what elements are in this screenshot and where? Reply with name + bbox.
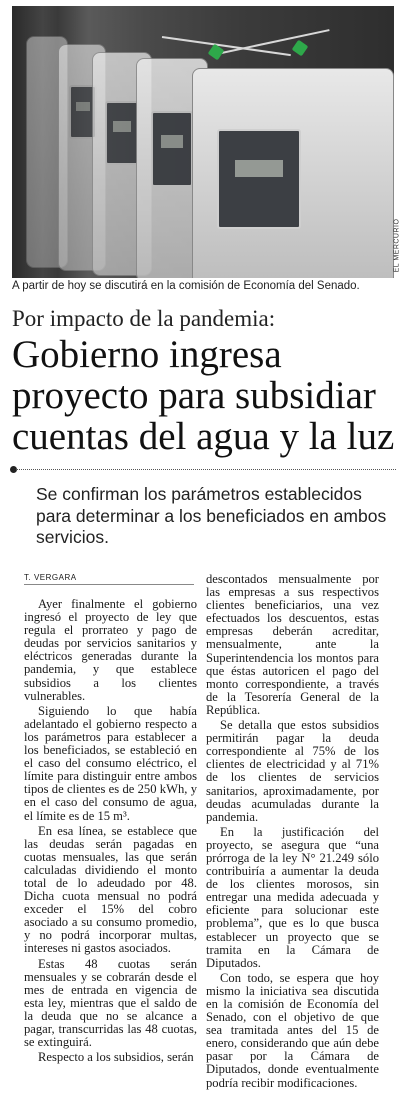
body-paragraph: Con todo, se espera que hoy mismo la iniciativa sea discutida en la comisión de Economía del Senado, con el objetivo de que sea tramitada antes del 15 de enero, considerando que aún debe pasar por la Cámara de Diputados, donde eventualmente podría recibir modificaciones. bbox=[206, 970, 379, 1090]
green-seal-icon bbox=[292, 40, 309, 57]
body-paragraph: Estas 48 cuotas serán mensuales y se cobrarán desde el mes de entrada en vigencia de esta ley, mientras que el saldo de la deuda que no se alcance a pagar, transcurridas las 48 cuotas, se extinguirá. bbox=[24, 956, 197, 1050]
body-column-right bbox=[206, 573, 379, 1090]
meter-shape bbox=[192, 68, 394, 278]
kicker: Por impacto de la pandemia: bbox=[12, 306, 276, 331]
body-paragraph: Se detalla que estos subsidios permitirán pagar la deuda correspondiente al 75% de los clientes de electricidad y al 71% de los clientes de servicios sanitarios, aproximadamente, por deudas acumuladas durante la pandemia. bbox=[206, 718, 379, 824]
body-column-left bbox=[24, 598, 197, 1064]
seal-wire bbox=[162, 36, 291, 56]
body-paragraph: En la justificación del proyecto, se asegura que “una prórroga de la ley N° 21.249 sólo contribuiría a aumentar la deuda de los clientes morosos, sin entregar una medida adecuada y eficiente para solucionar este problema”, que es lo que busca establecer un proyecto que se tramita en la Cámara de Diputados. bbox=[206, 824, 379, 970]
byline: T. VERGARA bbox=[24, 573, 194, 585]
body-paragraph: Ayer finalmente el gobierno ingresó el proyecto de ley que regula el prorrateo y pago de deudas por servicios sanitarios y eléctricos generadas durante la pandemia, y que establece subsidios a los clientes vulnerables. bbox=[24, 597, 197, 703]
body-paragraph: En esa línea, se establece que las deudas serán pagadas en cuotas mensuales, las que serán calculadas dividiendo el monto total de lo adeudado por 48. Dicha cuota mensual no podrá exceder el 15% del cobro asociado a su consumo promedio, y no podrá incorporar multas, intereses ni gastos asociados. bbox=[24, 823, 197, 956]
body-paragraph: Respecto a los subsidios, serán bbox=[38, 1050, 194, 1065]
article-photo bbox=[12, 6, 394, 278]
body-paragraph: descontados mensualmente por las empresas a sus respectivos clientes beneficiarios, una vez efectuados los descuentos, estas empresas deberán acreditar, mensualmente, ante la Superintendencia los montos para que éstas autoricen el pago del monto correspondiente, a través de la Tesorería General de la República. bbox=[206, 572, 379, 717]
headline: Gobierno ingresa proyecto para subsidiar cuentas del agua y la luz bbox=[12, 333, 395, 458]
photo-caption: A partir de hoy se discutirá en la comisión de Economía del Senado. bbox=[12, 280, 360, 292]
deck-subtitle: Se confirman los parámetros establecidos para determinar a los beneficiados en ambos servicios. bbox=[36, 484, 387, 547]
body-paragraph: Siguiendo lo que había adelantado el gobierno respecto a los parámetros para establecer a los beneficiados, se estableció en el caso del consumo eléctrico, el límite para distinguir entre ambos tipos de clientes es de 250 kWh, y en el caso del consumo de agua, el límite es de 15 m³. bbox=[24, 703, 197, 823]
dotted-rule bbox=[16, 469, 396, 470]
photo-credit: EL MERCURIO bbox=[393, 218, 401, 273]
